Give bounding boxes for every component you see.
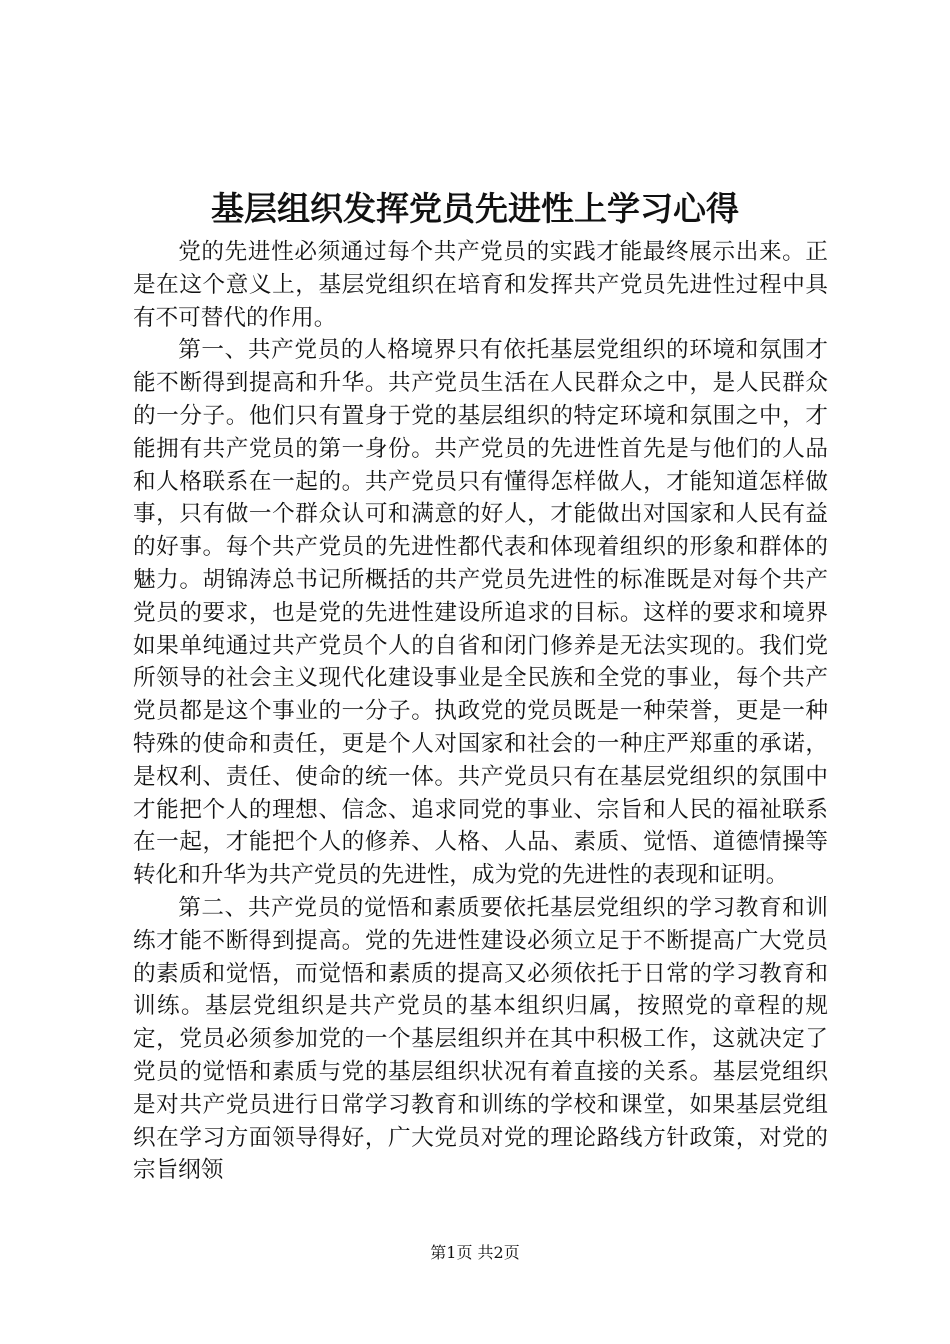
paragraph-first-point: 第一、共产党员的人格境界只有依托基层党组织的环境和氛围才能不断得到提高和升华。共产党员生活在人民群众之中，是人民群众的一分子。他们只有置身于党的基层组织的特定环境和氛围之中，才能拥有共产党员的第一身份。共产党员的先进性首先是与他们的人品和人格联系在一起的。共产党员只有懂得怎样做人，才能知道怎样做事，只有做一个群众认可和满意的好人，才能做出对国家和人民有益的好事。每个共产党员的先进性都代表和体现着组织的形象和群体的魅力。胡锦涛总书记所概括的共产党员先进性的标准既是对每个共产党员的要求，也是党的先进性建设所追求的目标。这样的要求和境界如果单纯通过共产党员个人的自省和闭门修养是无法实现的。我们党所领导的社会主义现代化建设事业是全民族和全党的事业，每个共产党员都是这个事业的一分子。执政党的党员既是一种荣誉，更是一种特殊的使命和责任，更是个人对国家和社会的一种庄严郑重的承诺，是权利、责任、使命的统一体。共产党员只有在基层党组织的氛围中才能把个人的理想、信念、追求同党的事业、宗旨和人民的福祉联系在一起，才能把个人的修养、人格、人品、素质、觉悟、道德情操等转化和升华为共产党员的先进性，成为党的先进性的表现和证明。: [133, 337, 828, 889]
page-number-footer: 第1页 共2页: [430, 1243, 520, 1262]
document-title: 基层组织发挥党员先进性上学习心得: [211, 189, 739, 228]
paragraph-second-point: 第二、共产党员的觉悟和素质要依托基层党组织的学习教育和训练才能不断得到提高。党的先进性建设必须立足于不断提高广大党员的素质和觉悟，而觉悟和素质的提高又必须依托于日常的学习教育和训练。基层党组织是共产党员的基本组织归属，按照党的章程的规定，党员必须参加党的一个基层组织并在其中积极工作，这就决定了党员的觉悟和素质与党的基层组织状况有着直接的关系。基层党组织是对共产党员进行日常学习教育和训练的学校和课堂，如果基层党组织在学习方面领导得好，广大党员对党的理论路线方针政策，对党的宗旨纲领: [133, 894, 828, 1184]
document-body: [133, 236, 828, 1187]
paragraph-intro: 党的先进性必须通过每个共产党员的实践才能最终展示出来。正是在这个意义上，基层党组织在培育和发挥共产党员先进性过程中具有不可替代的作用。: [133, 239, 828, 331]
